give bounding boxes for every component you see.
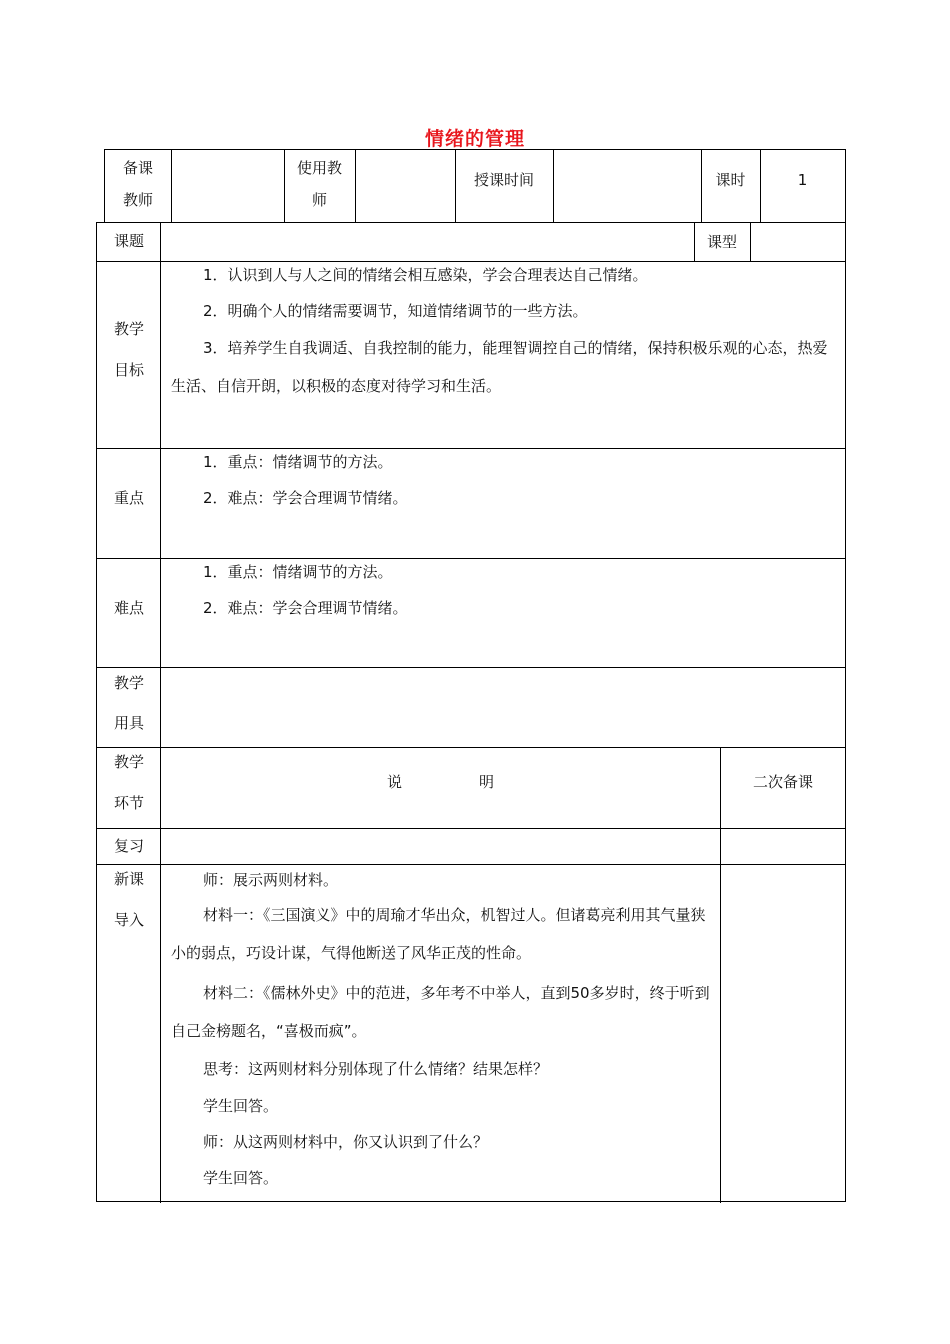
goals-label-line2: 目标 — [113, 361, 144, 379]
period-value: 1 — [797, 171, 808, 189]
stage-label-line1: 教学 — [113, 753, 144, 771]
key-point-1: 1．重点：情绪调节的方法。 — [203, 453, 393, 471]
goals-label-line1: 教学 — [113, 320, 144, 338]
description-header-b: 明 — [479, 773, 495, 791]
intro-answer-1: 学生回答。 — [203, 1097, 279, 1115]
intro-line-1: 师：展示两则材料。 — [203, 871, 339, 889]
difficult-point-1: 1．重点：情绪调节的方法。 — [203, 563, 393, 581]
time-label: 授课时间 — [473, 171, 534, 189]
goal-3: 3．培养学生自我调适、自我控制的能力，能理智调控自己的情绪，保持积极乐观的心态，热爱生活、自信开朗，以积极的态度对待学习和生活。 — [171, 339, 828, 395]
key-label: 重点 — [113, 489, 144, 507]
intro-material-2: 材料二：《儒林外史》中的范进，多年考不中举人，直到50多岁时，终于听到自己金榜题名，“喜极而疯”。 — [171, 984, 710, 1040]
lesson-table — [96, 222, 846, 1202]
tools-label-line1: 教学 — [113, 674, 144, 692]
period-label: 课时 — [715, 171, 746, 189]
intro-material-1: 材料一：《三国演义》中的周瑜才华出众，机智过人。但诸葛亮利用其气量狭小的弱点，巧设计谋，气得他断送了风华正茂的性命。 — [171, 906, 706, 962]
intro-answer-2: 学生回答。 — [203, 1169, 279, 1187]
teacher-label-line2: 教师 — [122, 191, 153, 209]
intro-question: 思考：这两则材料分别体现了什么情绪？结果怎样？ — [203, 1060, 549, 1078]
user-label-line2: 师 — [311, 191, 327, 209]
description-header-a: 说 — [387, 773, 403, 791]
tools-label-line2: 用具 — [113, 714, 144, 732]
second-prep-label: 二次备课 — [752, 773, 813, 791]
type-label: 课型 — [706, 233, 737, 251]
review-label: 复习 — [113, 837, 144, 855]
topic-label: 课题 — [113, 232, 144, 250]
intro-label-line1: 新课 — [113, 870, 144, 888]
user-label-line1: 使用教 — [296, 159, 342, 177]
intro-label-line2: 导入 — [113, 911, 144, 929]
difficult-point-2: 2．难点：学会合理调节情绪。 — [203, 599, 408, 617]
header-row — [104, 149, 846, 223]
teacher-label-line1: 备课 — [122, 159, 153, 177]
intro-teacher-question: 师：从这两则材料中，你又认识到了什么？ — [203, 1133, 489, 1151]
document-title: 情绪的管理 — [424, 128, 525, 150]
goal-1: 1．认识到人与人之间的情绪会相互感染，学会合理表达自己情绪。 — [203, 266, 648, 284]
goal-2: 2．明确个人的情绪需要调节，知道情绪调节的一些方法。 — [203, 302, 588, 320]
stage-label-line2: 环节 — [113, 794, 144, 812]
key-point-2: 2．难点：学会合理调节情绪。 — [203, 489, 408, 507]
difficult-label: 难点 — [113, 599, 144, 617]
